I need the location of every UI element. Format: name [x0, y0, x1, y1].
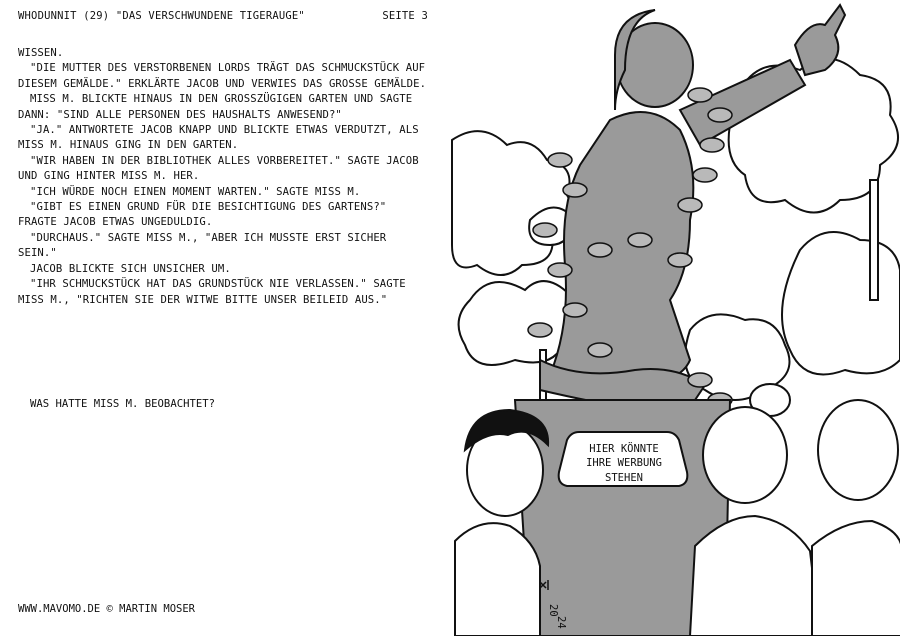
right-woman-body [812, 521, 900, 636]
story-paragraph: "DIE MUTTER DES VERSTORBENEN LORDS TRÄGT DAS SCHMUCKSTÜCK AUF DIESEM GEMÄLDE." ERKLÄRTE JACOB UND VERWIES DAS GROSSE GEMÄLDE. [18, 62, 427, 90]
story-paragraph: "GIBT ES EINEN GRUND FÜR DIE BESICHTIGUNG DES GARTENS?" FRAGTE JACOB ETWAS UNGEDULDIG. [18, 201, 387, 229]
statue-body [550, 112, 693, 391]
story-paragraph: "WIR HABEN IN DER BIBLIOTHEK ALLES VORBEREITET." SAGTE JACOB UND GING HINTER MISS M. HER. [18, 154, 419, 183]
page-header [18, 10, 428, 26]
story-paragraph: MISS M. BLICKTE HINAUS IN DEN GROSSZÜGIGEN GARTEN UND SAGTE DANN: "SIND ALLE PERSONEN DES HAUSHALTS ANWESEND?" [18, 93, 413, 121]
comic-title: WHODUNNIT (29) "DAS VERSCHWUNDENE TIGERAUGE" [18, 10, 305, 22]
right-woman-head [818, 400, 898, 500]
signature-year: 24 [555, 616, 567, 629]
advertisement-sign [559, 432, 688, 486]
sign-line: stehen [605, 472, 643, 484]
story-paragraph: WISSEN. [18, 47, 64, 59]
woman-body [690, 516, 820, 636]
question-text: WAS HATTE MISS M. BEOBACHTET? [30, 398, 215, 410]
story-paragraph: "IHR SCHMUCKSTÜCK HAT DAS GRUNDSTÜCK NIE VERLASSEN." SAGTE MISS M., "RICHTEN SIE DER WITWE BITTE UNSER BEILEID AUS." [18, 278, 406, 306]
sign-line: Hier könnte [589, 443, 659, 455]
story-paragraph: "ICH WÜRDE NOCH EINEN MOMENT WARTEN." SAGTE MISS M. [30, 185, 361, 198]
story-paragraph: "DURCHAUS." SAGTE MISS M., "ABER ICH MUSSTE ERST SICHER SEIN." [18, 231, 387, 260]
story-text [18, 46, 430, 308]
footer-credit: WWW.MAVOMO.DE © MARTIN MOSER [18, 603, 196, 615]
page-number: SEITE 3 [382, 10, 428, 22]
comic-illustration [448, 0, 900, 636]
signature-year: 20 [547, 604, 559, 617]
woman-head [703, 407, 787, 503]
story-paragraph: JACOB BLICKTE SICH UNSICHER UM. [30, 262, 231, 275]
man-body [455, 523, 540, 636]
sign-line: ihre Werbung [586, 457, 662, 469]
story-paragraph: "JA." ANTWORTETE JACOB KNAPP UND BLICKTE ETWAS VERDUTZT, ALS MISS M. HINAUS GING IN DEN GARTEN. [18, 124, 419, 152]
